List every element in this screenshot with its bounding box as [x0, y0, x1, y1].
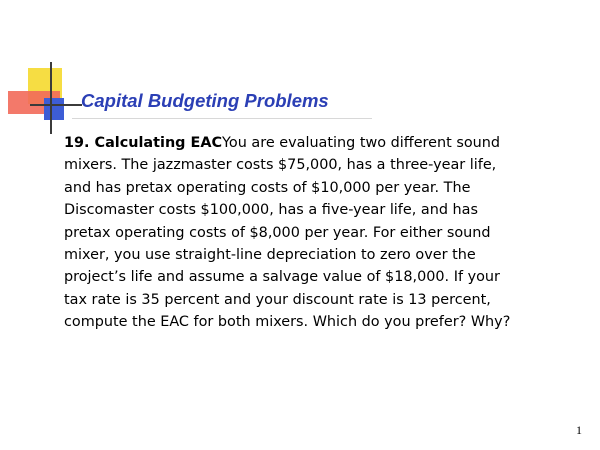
problem-line: Discomaster costs $100,000, has a five-year life, and has	[64, 202, 478, 219]
horizontal-line-decoration	[30, 104, 82, 106]
problem-line-text: You are evaluating two different sound	[222, 135, 501, 151]
problem-line: project’s life and assume a salvage value of $18,000. If your	[64, 269, 500, 286]
problem-line	[64, 132, 540, 154]
slide-title: Capital Budgeting Problems	[81, 90, 329, 111]
title-underline-rule	[72, 118, 372, 119]
problem-label: 19. Calculating EAC	[64, 135, 223, 151]
problem-line: and has pretax operating costs of $10,000 per year. The	[64, 179, 471, 196]
vertical-line-decoration	[50, 62, 52, 134]
problem-text	[64, 132, 540, 334]
problem-line: tax rate is 35 percent and your discount rate is 13 percent,	[64, 291, 491, 308]
page-number: 1	[576, 423, 582, 437]
blue-square-decoration	[44, 98, 64, 120]
problem-line: mixer, you use straight-line depreciation to zero over the	[64, 247, 476, 264]
problem-line: compute the EAC for both mixers. Which do you prefer? Why?	[64, 314, 511, 331]
problem-line: pretax operating costs of $8,000 per year. For either sound	[64, 224, 491, 241]
problem-line: mixers. The jazzmaster costs $75,000, has a three-year life,	[64, 157, 497, 174]
